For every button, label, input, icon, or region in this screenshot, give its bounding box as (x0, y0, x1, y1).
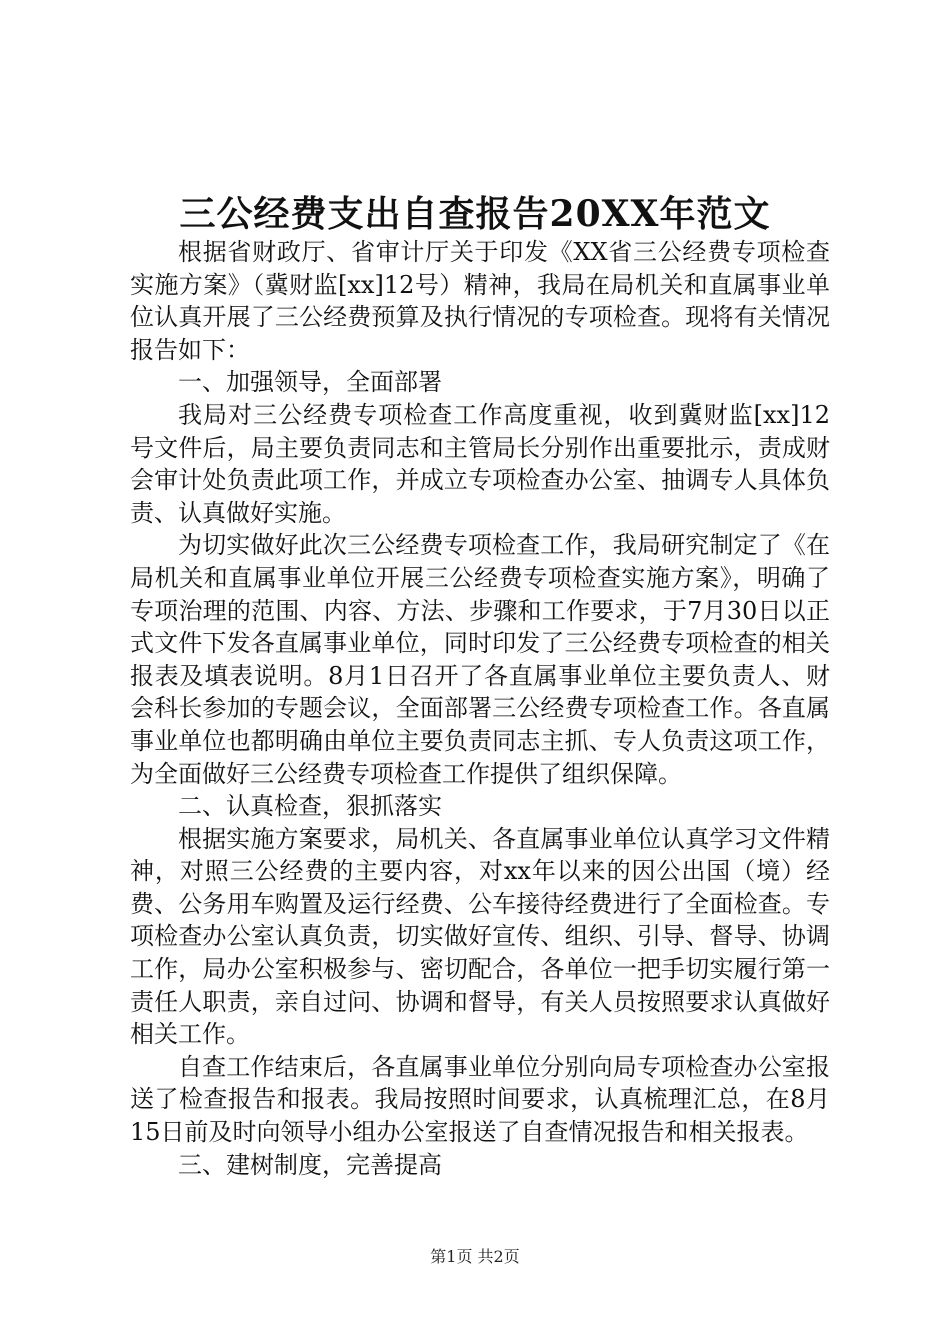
section-heading-1: 一、加强领导，全面部署 (178, 368, 442, 397)
section-heading-3: 三、建树制度，完善提高 (178, 1150, 442, 1179)
body-paragraph: 根据实施方案要求，局机关、各直属事业单位认真学习文件精神，对照三公经费的主要内容，对xx年以来的因公出国（境）经费、公务用车购置及运行经费、公车接待经费进行了全面检查。专项检查办公室认真负责，切实做好宣传、组织、引导、督导、协调工作，局办公室积极参与、密切配合，各单位一把手切实履行第一责任人职责，亲自过问、协调和督导，有关人员按照要求认真做好相关工作。 (130, 824, 830, 1049)
body-paragraph: 我局对三公经费专项检查工作高度重视，收到冀财监[xx]12号文件后，局主要负责同志和主管局长分别作出重要批示，责成财会审计处负责此项工作，并成立专项检查办公室、抽调专人具体负责、认真做好实施。 (130, 400, 830, 527)
body-paragraph: 自查工作结束后，各直属事业单位分别向局专项检查办公室报送了检查报告和报表。我局按照时间要求，认真梳理汇总，在8月15日前及时向领导小组办公室报送了自查情况报告和相关报表。 (130, 1052, 830, 1147)
intro-paragraph: 根据省财政厅、省审计厅关于印发《XX省三公经费专项检查实施方案》（冀财监[xx]12号）精神，我局在局机关和直属事业单位认真开展了三公经费预算及执行情况的专项检查。现将有关情况报告如下： (130, 238, 830, 364)
document-body (130, 236, 830, 1181)
section-heading-2: 二、认真检查，狠抓落实 (178, 792, 442, 821)
body-paragraph: 为切实做好此次三公经费专项检查工作，我局研究制定了《在局机关和直属事业单位开展三公经费专项检查实施方案》，明确了专项治理的范围、内容、方法、步骤和工作要求，于7月30日以正式文件下发各直属事业单位，同时印发了三公经费专项检查的相关报表及填表说明。8月1日召开了各直属事业单位主要负责人、财会科长参加的专题会议，全面部署三公经费专项检查工作。各直属事业单位也都明确由单位主要负责同志主抓、专人负责这项工作，为全面做好三公经费专项检查工作提供了组织保障。 (130, 531, 830, 788)
page-number-footer: 第1页 共2页 (430, 1247, 520, 1266)
document-title: 三公经费支出自查报告20XX年范文 (179, 193, 771, 235)
